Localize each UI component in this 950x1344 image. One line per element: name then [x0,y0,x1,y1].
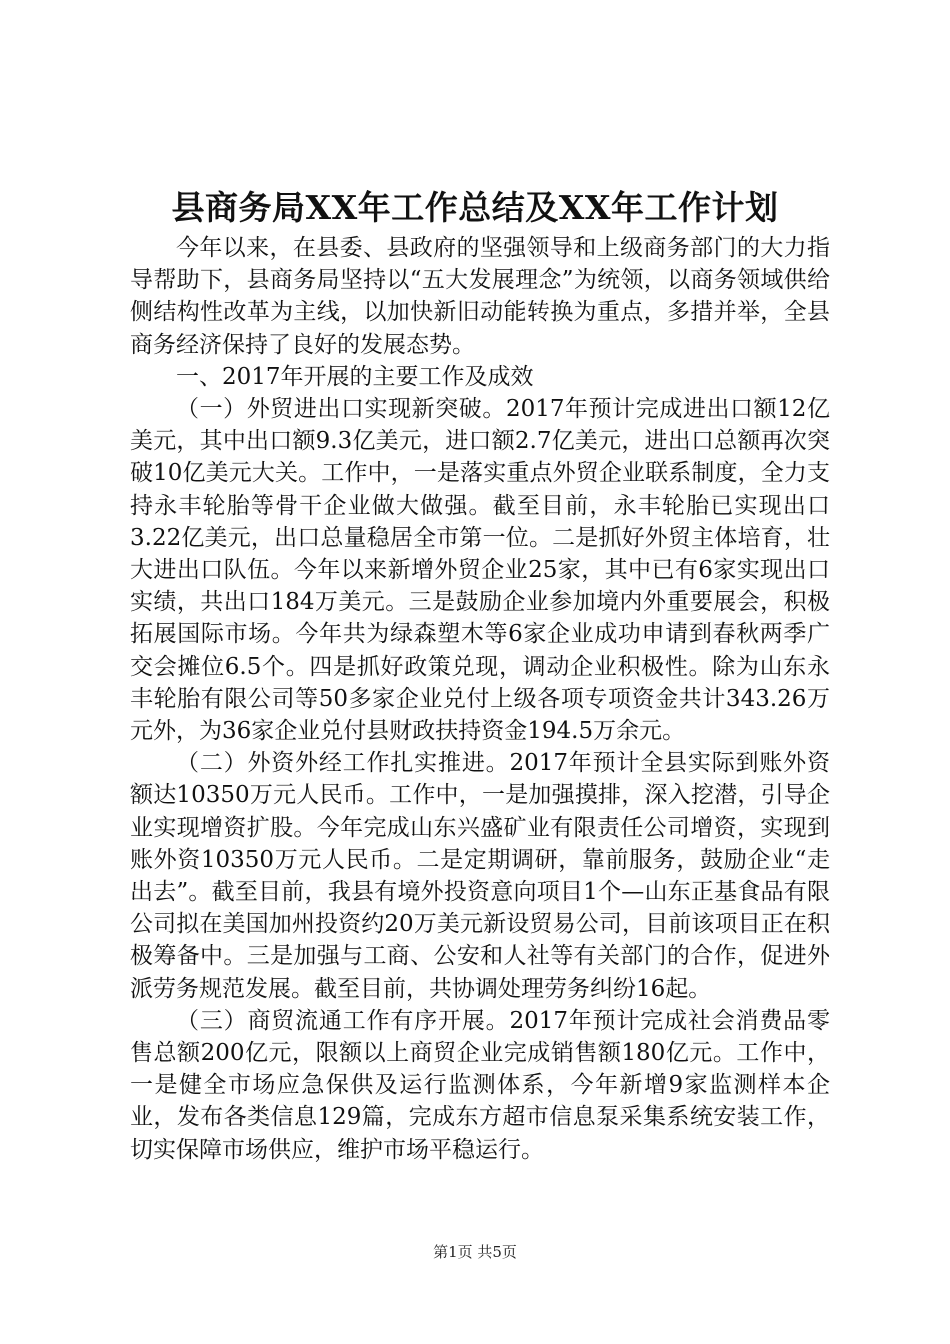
foreign-investment-paragraph: （二）外资外经工作扎实推进。2017年预计全县实际到账外资额达10350万元人民币。工作中，一是加强摸排，深入挖潜，引导企业实现增资扩股。今年完成山东兴盛矿业有限责任公司增资，实现到账外资10350万元人民币。二是定期调研，靠前服务，鼓励企业“走出去”。截至目前，我县有境外投资意向项目1个—山东正基食品有限公司拟在美国加州投资约20万美元新设贸易公司，目前该项目正在积极筹备中。三是加强与工商、公安和人社等有关部门的合作，促进外派劳务规范发展。截至目前，共协调处理劳务纠纷16起。 [130,750,830,1002]
document-title: 县商务局XX年工作总结及XX年工作计划 [171,188,779,227]
commerce-circulation-paragraph: （三）商贸流通工作有序开展。2017年预计完成社会消费品零售总额200亿元，限额以上商贸企业完成销售额180亿元。工作中，一是健全市场应急保供及运行监测体系，今年新增9家监测样本企业，发布各类信息129篇，完成东方超市信息泵采集系统安装工作，切实保障市场供应，维护市场平稳运行。 [130,1007,830,1163]
section-heading: 一、2017年开展的主要工作及成效 [176,363,534,390]
page-footer: 第1页 共5页 [433,1243,517,1261]
intro-paragraph: 今年以来，在县委、县政府的坚强领导和上级商务部门的大力指导帮助下，县商务局坚持以“五大发展理念”为统领，以商务领域供给侧结构性改革为主线，以加快新旧动能转换为重点，多措并举，全县商务经济保持了良好的发展态势。 [130,235,830,358]
document-body [130,232,830,1166]
foreign-trade-paragraph: （一）外贸进出口实现新突破。2017年预计完成进出口额12亿美元，其中出口额9.3亿美元，进口额2.7亿美元，进出口总额再次突破10亿美元大关。工作中，一是落实重点外贸企业联系制度，全力支持永丰轮胎等骨干企业做大做强。截至目前，永丰轮胎已实现出口3.22亿美元，出口总量稳居全市第一位。二是抓好外贸主体培育，壮大进出口队伍。今年以来新增外贸企业25家，其中已有6家实现出口实绩，共出口184万美元。三是鼓励企业参加境内外重要展会，积极拓展国际市场。今年共为绿森塑木等6家企业成功申请到春秋两季广交会摊位6.5个。四是抓好政策兑现，调动企业积极性。除为山东永丰轮胎有限公司等50多家企业兑付上级各项专项资金共计343.26万元外，为36家企业兑付县财政扶持资金194.5万余元。 [130,396,830,745]
